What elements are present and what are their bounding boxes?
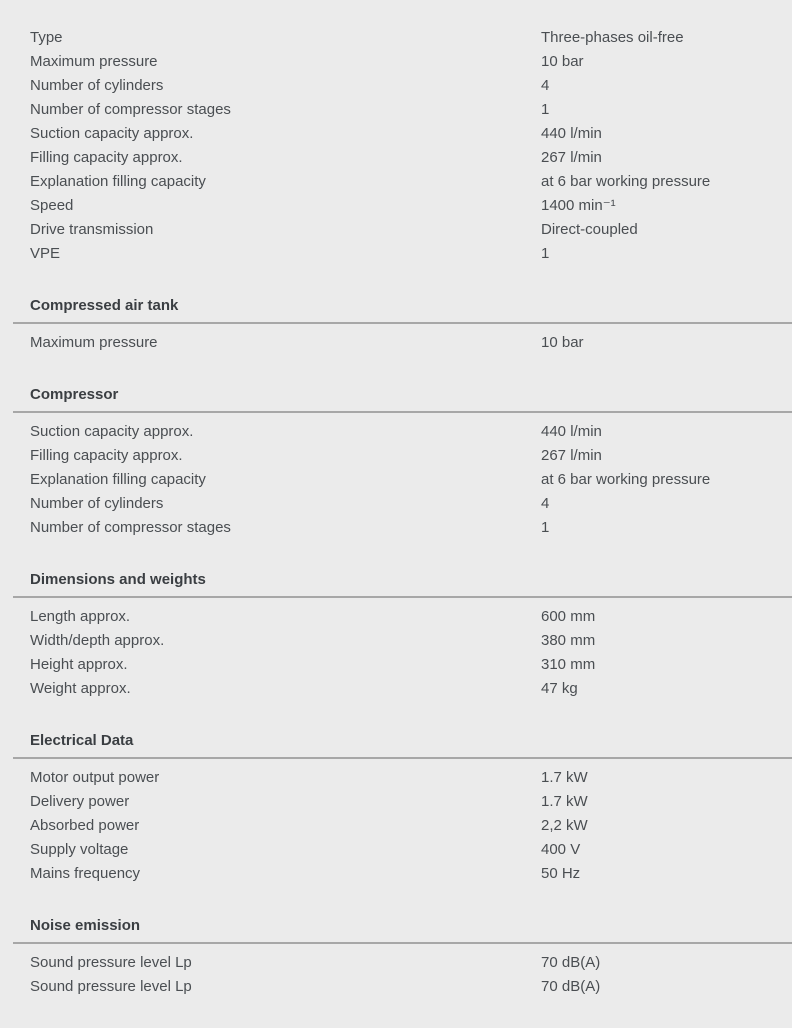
spec-value: 1.7 kW — [541, 792, 588, 810]
spec-row — [30, 950, 762, 974]
spec-label: Weight approx. — [30, 679, 131, 697]
spec-row — [30, 25, 762, 49]
spec-value: 70 dB(A) — [541, 953, 601, 971]
section-title: Electrical Data — [30, 731, 134, 749]
spec-row — [30, 628, 762, 652]
spec-value: 70 dB(A) — [541, 977, 601, 995]
spec-label: Length approx. — [30, 607, 131, 625]
spec-value: 1 — [541, 518, 550, 536]
spec-value: 47 kg — [541, 679, 578, 697]
spec-value: 1.7 kW — [541, 768, 588, 786]
spec-value: Direct-coupled — [541, 220, 638, 238]
spec-section — [30, 293, 762, 354]
spec-label: Number of cylinders — [30, 76, 164, 94]
spec-label: Maximum pressure — [30, 52, 158, 70]
spec-row — [30, 241, 762, 265]
spec-value: 380 mm — [541, 631, 596, 649]
spec-row — [30, 97, 762, 121]
spec-label: Filling capacity approx. — [30, 446, 183, 464]
spec-label: Absorbed power — [30, 816, 140, 834]
spec-row — [30, 169, 762, 193]
section-divider — [13, 411, 792, 413]
spec-section — [30, 25, 762, 265]
spec-row — [30, 604, 762, 628]
spec-row — [30, 837, 762, 861]
spec-row — [30, 193, 762, 217]
spec-label: Mains frequency — [30, 864, 141, 882]
spec-value: 10 bar — [541, 333, 584, 351]
section-divider — [13, 596, 792, 598]
spec-value: 50 Hz — [541, 864, 581, 882]
spec-label: Explanation filling capacity — [30, 172, 206, 190]
spec-label: Type — [30, 28, 63, 46]
spec-row — [30, 121, 762, 145]
spec-label: Suction capacity approx. — [30, 124, 194, 142]
spec-value: at 6 bar working pressure — [541, 172, 711, 190]
section-title: Compressed air tank — [30, 296, 179, 314]
spec-value: 4 — [541, 76, 550, 94]
spec-value: 310 mm — [541, 655, 596, 673]
spec-label: Maximum pressure — [30, 333, 158, 351]
spec-section — [30, 382, 762, 539]
spec-row — [30, 330, 762, 354]
spec-label: Sound pressure level Lp — [30, 953, 192, 971]
spec-value: 1400 min⁻¹ — [541, 197, 616, 214]
spec-row — [30, 652, 762, 676]
spec-section — [30, 913, 762, 998]
section-title: Compressor — [30, 385, 119, 403]
spec-value: at 6 bar working pressure — [541, 470, 711, 488]
spec-value: 267 l/min — [541, 446, 602, 464]
spec-row — [30, 145, 762, 169]
section-title: Dimensions and weights — [30, 570, 206, 588]
spec-value: Three-phases oil-free — [541, 28, 684, 46]
spec-row — [30, 974, 762, 998]
spec-row — [30, 419, 762, 443]
spec-label: Motor output power — [30, 768, 160, 786]
spec-row — [30, 491, 762, 515]
spec-row — [30, 515, 762, 539]
spec-label: Filling capacity approx. — [30, 148, 183, 166]
spec-label: Number of cylinders — [30, 494, 164, 512]
spec-row — [30, 217, 762, 241]
section-title: Noise emission — [30, 916, 141, 934]
spec-row — [30, 49, 762, 73]
spec-value: 10 bar — [541, 52, 584, 70]
spec-value: 600 mm — [541, 607, 596, 625]
spec-label: Drive transmission — [30, 220, 154, 238]
spec-label: Height approx. — [30, 655, 128, 673]
spec-row — [30, 789, 762, 813]
spec-value: 1 — [541, 100, 550, 118]
section-divider — [13, 322, 792, 324]
spec-label: Speed — [30, 196, 74, 214]
spec-section — [30, 728, 762, 885]
spec-row — [30, 861, 762, 885]
spec-row — [30, 676, 762, 700]
spec-row — [30, 73, 762, 97]
spec-row — [30, 443, 762, 467]
spec-value: 400 V — [541, 840, 581, 858]
spec-label: VPE — [30, 244, 61, 262]
spec-label: Supply voltage — [30, 840, 129, 858]
spec-row — [30, 765, 762, 789]
spec-value: 4 — [541, 494, 550, 512]
section-divider — [13, 757, 792, 759]
spec-label: Number of compressor stages — [30, 100, 231, 118]
spec-label: Sound pressure level Lp — [30, 977, 192, 995]
spec-section — [30, 567, 762, 700]
spec-value: 1 — [541, 244, 550, 262]
spec-label: Number of compressor stages — [30, 518, 231, 536]
spec-row — [30, 467, 762, 491]
spec-label: Explanation filling capacity — [30, 470, 206, 488]
spec-value: 440 l/min — [541, 124, 602, 142]
spec-label: Delivery power — [30, 792, 130, 810]
spec-label: Width/depth approx. — [30, 631, 165, 649]
spec-value: 2,2 kW — [541, 816, 588, 834]
spec-row — [30, 813, 762, 837]
spec-value: 440 l/min — [541, 422, 602, 440]
spec-label: Suction capacity approx. — [30, 422, 194, 440]
spec-value: 267 l/min — [541, 148, 602, 166]
section-divider — [13, 942, 792, 944]
